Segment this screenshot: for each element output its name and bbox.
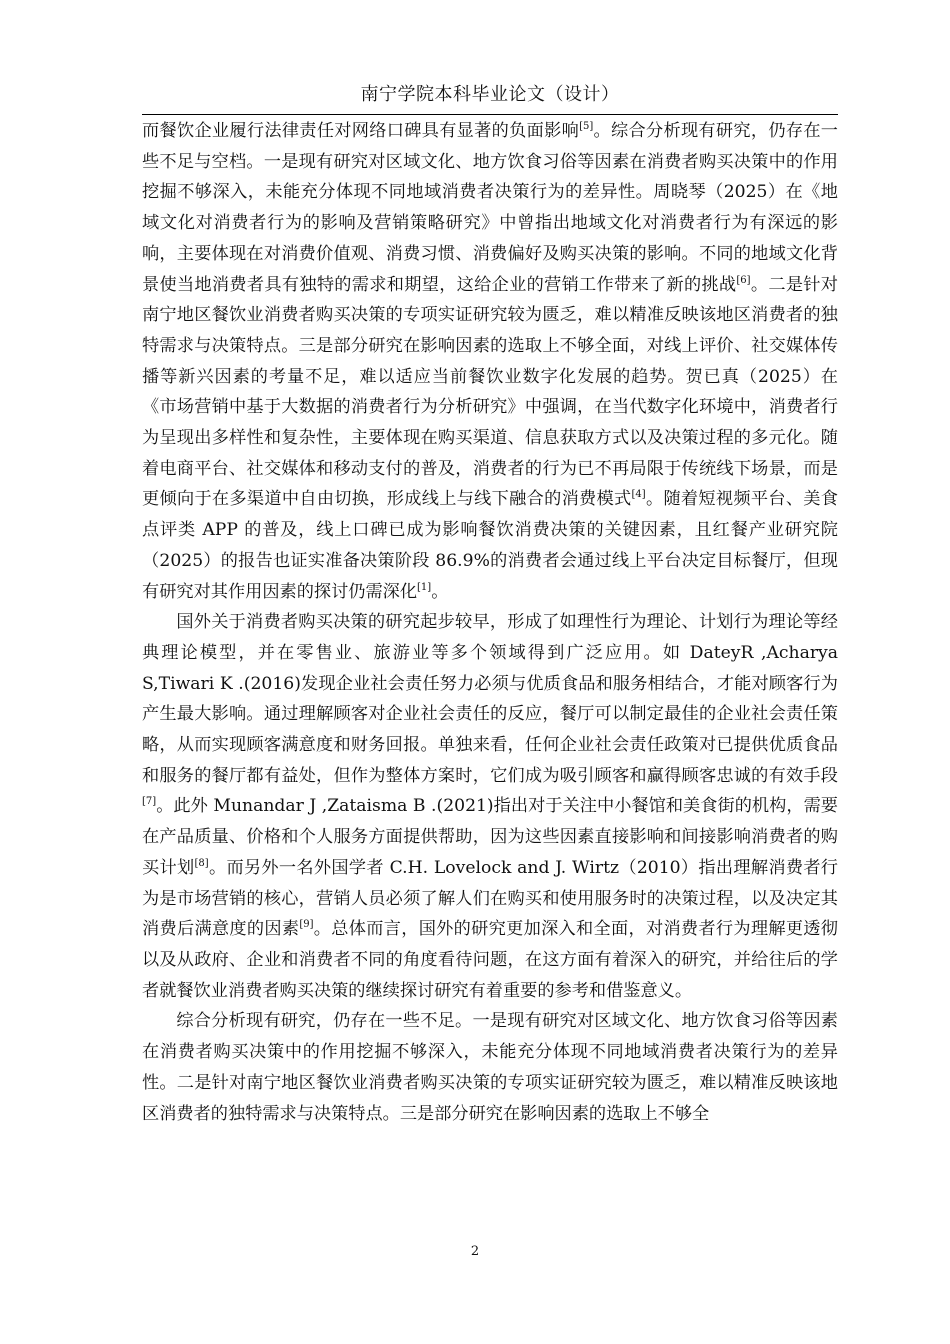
text-run: 。综合分析现有研究，仍存在一些不足与空档。一是现有研究对区域文化、地方饮食习俗等因素在消费者购买决策中的作用挖掘不够深入，未能充分体现不同地域消费者决策行为的差异性。周晓琴（2025）在《地域文化对消费者行为的影响及营销策略研究》中曾指出地域文化对消费者行为有深远的影响，主要体现在对消费价值观、消费习惯、消费偏好及购买决策的影响。不同的地域文化背景使当地消费者具有独特的需求和期望，这给企业的营销工作带来了新的挑战: [142, 121, 838, 295]
paragraph: [142, 607, 838, 1006]
page-number: 2: [470, 1244, 480, 1259]
paragraph: [142, 116, 838, 607]
body-text: [142, 116, 838, 1129]
text-run: 综合分析现有研究，仍存在一些不足。一是现有研究对区域文化、地方饮食习俗等因素在消费者购买决策中的作用挖掘不够深入，未能充分体现不同地域消费者决策行为的差异性。二是针对南宁地区餐饮业消费者购买决策的专项实证研究较为匮乏，难以精准反映该地区消费者的独特需求与决策特点。三是部分研究在影响因素的选取上不够全: [142, 1011, 838, 1124]
citation-ref: [1]: [417, 581, 432, 593]
text-run: 。: [431, 581, 449, 602]
text-run: 国外关于消费者购买决策的研究起步较早，形成了如理性行为理论、计划行为理论等经典理论模型，并在零售业、旅游业等多个领域得到广泛应用。如 DateyR ,Acharya S,Tiwari K .(2016)发现企业社会责任努力必须与优质食品和服务相结合，才能对顾客行为产生最大影响。通过理解顾客对企业社会责任的反应，餐厅可以制定最佳的企业社会责任策略，从而实现顾客满意度和财务回报。单独来看，任何企业社会责任政策对已提供优质食品和服务的餐厅都有益处，但作为整体方案时，它们成为吸引顾客和赢得顾客忠诚的有效手段: [142, 612, 838, 786]
citation-ref: [8]: [194, 857, 209, 869]
text-run: 。随着短视频平台、美食点评类 APP 的普及，线上口碑已成为影响餐饮消费决策的关键因素，且红餐产业研究院（2025）的报告也证实准备决策阶段 86.9%的消费者会通过线上平台决定目标餐厅，但现有研究对其作用因素的探讨仍需深化: [142, 489, 838, 602]
text-run: 。而另外一名外国学者 C.H. Lovelock and J. Wirtz（2010）指出理解消费者行为是市场营销的核心，营销人员必须了解人们在购买和使用服务时的决策过程，以及决定其消费后满意度的因素: [142, 857, 838, 940]
text-run: 。二是针对南宁地区餐饮业消费者购买决策的专项实证研究较为匮乏，难以精准反映该地区消费者的独特需求与决策特点。三是部分研究在影响因素的选取上不够全面，对线上评价、社交媒体传播等新兴因素的考量不足，难以适应当前餐饮业数字化发展的趋势。贺已真（2025）在《市场营销中基于大数据的消费者行为分析研究》中强调，在当代数字化环境中，消费者行为呈现出多样性和复杂性，主要体现在购买渠道、信息获取方式以及决策过程的多元化。随着电商平台、社交媒体和移动支付的普及，消费者的行为已不再局限于传统线下场景，而是更倾向于在多渠道中自由切换，形成线上与线下融合的消费模式: [142, 274, 838, 510]
paragraph: [142, 1006, 838, 1129]
text-run: 。总体而言，国外的研究更加深入和全面，对消费者行为理解更透彻以及从政府、企业和消费者不同的角度看待问题，在这方面有着深入的研究，并给往后的学者就餐饮业消费者购买决策的继续探讨研究有着重要的参考和借鉴意义。: [142, 919, 838, 1001]
citation-ref: [7]: [142, 796, 157, 808]
text-run: 而餐饮企业履行法律责任对网络口碑具有显著的负面影响: [142, 121, 580, 141]
header-divider: [142, 114, 838, 115]
text-run: 。此外 Munandar J ,Zataisma B .(2021)指出对于关注中小餐馆和美食街的机构，需要在产品质量、价格和个人服务方面提供帮助，因为这些因素直接影响和间接影响消费者的购买计划: [142, 796, 838, 878]
citation-ref: [4]: [631, 489, 646, 501]
page-header: 南宁学院本科毕业论文（设计）: [360, 84, 620, 105]
citation-ref: [5]: [579, 121, 594, 132]
citation-ref: [6]: [736, 274, 751, 286]
citation-ref: [9]: [299, 919, 314, 931]
